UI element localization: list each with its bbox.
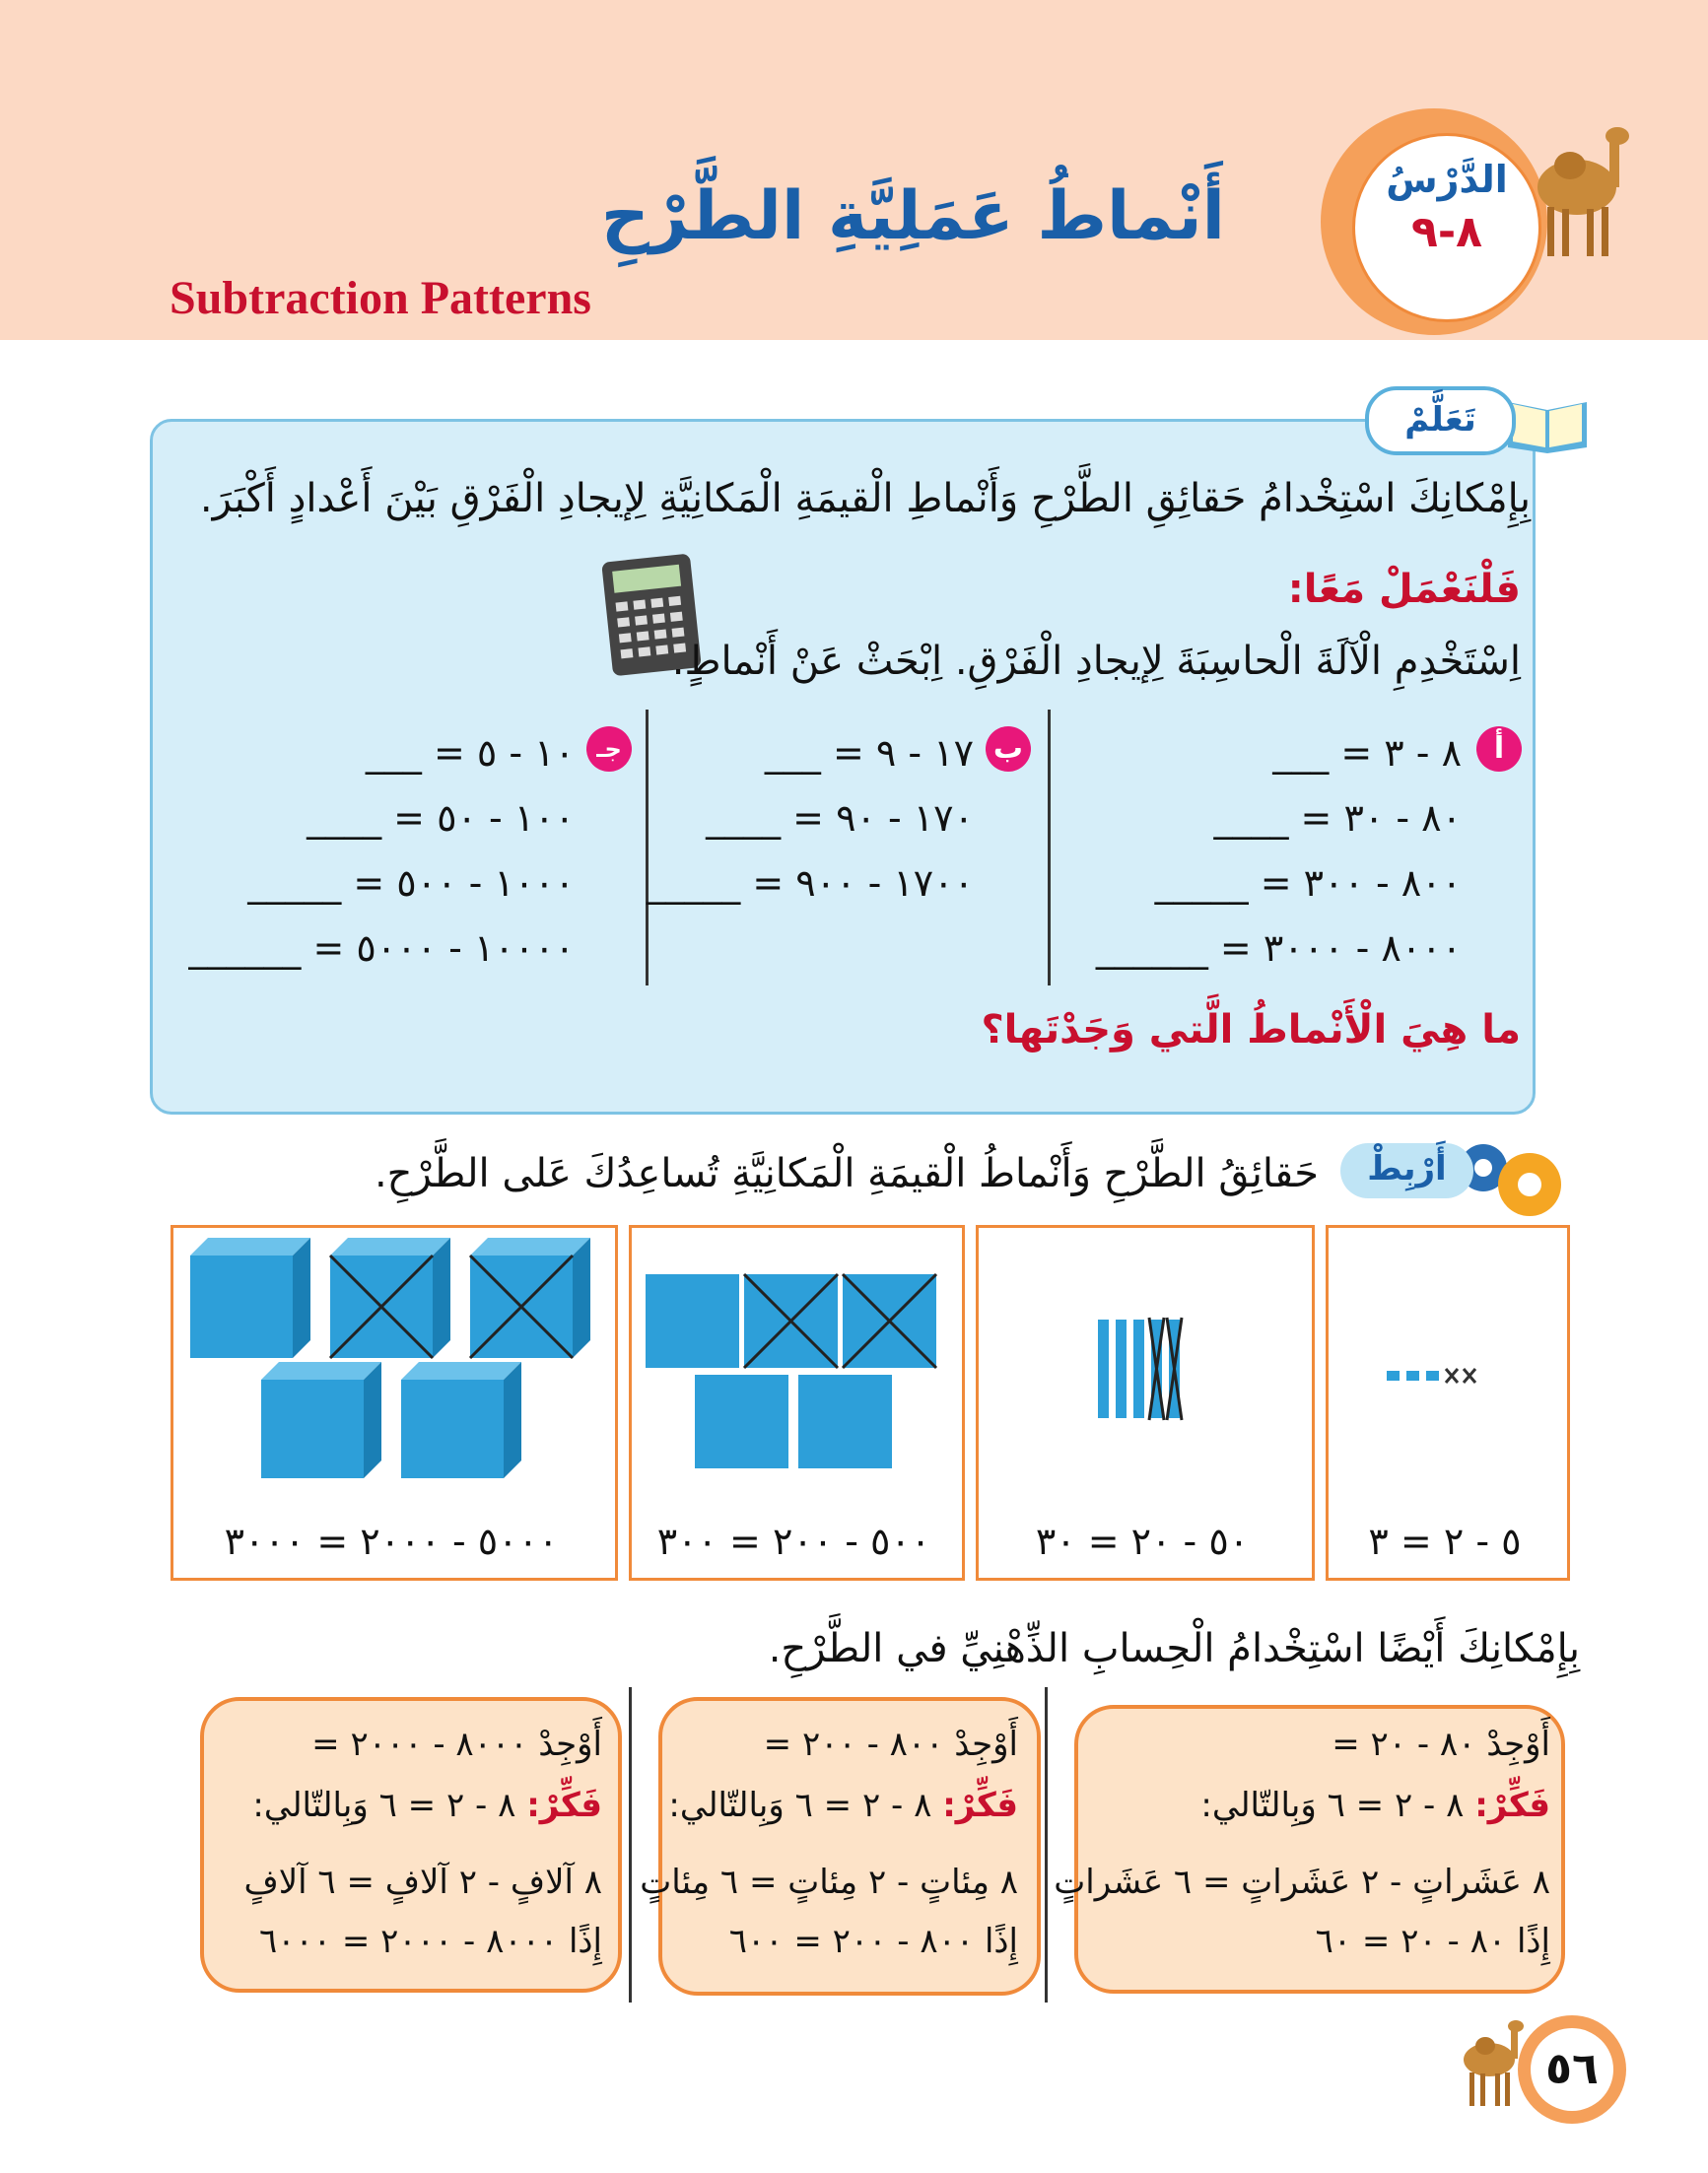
card-hundreds-result: إِذًا ٨٠٠ - ٢٠٠ = ٦٠٠ <box>728 1922 1018 1961</box>
badge-a: أ <box>1476 726 1522 772</box>
hundreds-equation: ٥٠٠ - ٢٠٠ = ٣٠٠ <box>656 1520 931 1563</box>
hundreds-flats <box>641 1266 946 1473</box>
ones-equation: ٥ - ٢ = ٣ <box>1368 1520 1522 1563</box>
card-hundreds-find: أَوْجِدْ ٨٠٠ - ٢٠٠ = <box>763 1725 1018 1764</box>
think-label: فَكِّرْ: <box>1474 1786 1550 1825</box>
card-hundreds-think <box>668 1786 1018 1825</box>
mental-math-text: بِإِمْكانِكَ أَيْضًا اسْتِخْدامُ الْحِسابِ الذِّهْنِيِّ في الطَّرْحِ. <box>768 1626 1580 1671</box>
badge-c: جـ <box>586 726 632 772</box>
card-tens-result: إِذًا ٨٠ - ٢٠ = ٦٠ <box>1315 1922 1550 1961</box>
col-c-row-4: ١٠٠٠٠ - ٥٠٠٠ = ______ <box>188 926 575 970</box>
lesson-badge <box>1352 133 1541 322</box>
card-thousands-think <box>252 1786 602 1825</box>
thousands-cubes <box>182 1232 601 1483</box>
ones-blocks <box>1385 1365 1513 1389</box>
tens-rods <box>1094 1316 1193 1424</box>
connect-text: حَقائِقُ الطَّرْحِ وَأَنْماطُ الْقيمَةِ الْمَكانِيَّةِ تُساعِدُكَ عَلى الطَّرْحِ. <box>374 1151 1319 1196</box>
col-a-row-2: ٨٠ - ٣٠ = ____ <box>1213 796 1462 840</box>
col-b-row-1: ١٧ - ٩ = ___ <box>764 731 974 775</box>
lesson-title-en: Subtraction Patterns <box>170 272 591 324</box>
card-tens-units: ٨ عَشَراتٍ - ٢ عَشَراتٍ = ٦ عَشَراتٍ <box>1054 1863 1550 1902</box>
col-a-row-3: ٨٠٠ - ٣٠٠ = _____ <box>1154 861 1462 905</box>
col-a-row-4: ٨٠٠٠ - ٣٠٠٠ = ______ <box>1095 926 1462 970</box>
column-divider <box>1048 710 1051 985</box>
col-b-row-2: ١٧٠ - ٩٠ = ____ <box>706 796 974 840</box>
card-divider <box>629 1687 632 2003</box>
open-book-icon <box>1503 392 1592 455</box>
lets-work-heading: فَلْنَعْمَلْ مَعًا: <box>1287 567 1521 612</box>
think-rest: ٨ - ٢ = ٦ وَبِالتّالي: <box>252 1786 516 1825</box>
connect-tag: أَرْبِطْ <box>1367 1149 1447 1188</box>
camel-small-icon <box>1454 2015 1528 2109</box>
patterns-question: ما هِيَ الْأَنْماطُ الَّتي وَجَدْتَها؟ <box>981 1007 1521 1053</box>
col-b-row-3: ١٧٠٠ - ٩٠٠ = _____ <box>647 861 974 905</box>
lesson-number: ٨-٩ <box>1411 207 1482 257</box>
page-number: ٥٦ <box>1531 2028 1613 2111</box>
col-a-row-1: ٨ - ٣ = ___ <box>1272 731 1462 775</box>
learn-tag: تَعَلَّمْ <box>1365 386 1516 455</box>
card-hundreds-units: ٨ مِئاتٍ - ٢ مِئاتٍ = ٦ مِئاتٍ <box>640 1863 1018 1902</box>
think-label: فَكِّرْ: <box>942 1786 1018 1825</box>
col-c-row-3: ١٠٠٠ - ٥٠٠ = _____ <box>247 861 575 905</box>
lesson-title-ar: أَنْماطُ عَمَلِيَّةِ الطَّرْحِ <box>600 177 1225 255</box>
tens-equation: ٥٠ - ٢٠ = ٣٠ <box>1035 1520 1250 1563</box>
learn-intro: بِإِمْكانِكَ اسْتِخْدامُ حَقائِقِ الطَّرْحِ وَأَنْماطِ الْقيمَةِ الْمَكانِيَّةِ لِإيجادِ الْفَرْقِ بَيْنَ أَعْدادٍ أَكْبَرَ. <box>199 476 1531 521</box>
col-c-row-1: ١٠ - ٥ = ___ <box>365 731 575 775</box>
think-rest: ٨ - ٢ = ٦ وَبِالتّالي: <box>1200 1786 1465 1825</box>
card-thousands-units: ٨ آلافٍ - ٢ آلافٍ = ٦ آلافٍ <box>243 1863 602 1902</box>
think-label: فَكِّرْ: <box>526 1786 602 1825</box>
camel-icon <box>1523 118 1631 266</box>
badge-b: ب <box>986 726 1031 772</box>
learn-instruction: اِسْتَخْدِمِ الْآلَةَ الْحاسِبَةَ لِإيجادِ الْفَرْقِ. اِبْحَثْ عَنْ أَنْماطٍ. <box>671 639 1521 684</box>
card-thousands-find: أَوْجِدْ ٨٠٠٠ - ٢٠٠٠ = <box>311 1725 602 1764</box>
lesson-label: الدَّرْسُ <box>1386 158 1508 201</box>
column-divider <box>646 710 649 985</box>
think-rest: ٨ - ٢ = ٦ وَبِالتّالي: <box>668 1786 932 1825</box>
card-thousands-result: إِذًا ٨٠٠٠ - ٢٠٠٠ = ٦٠٠٠ <box>259 1922 602 1961</box>
card-tens-find: أَوْجِدْ ٨٠ - ٢٠ = <box>1332 1725 1550 1764</box>
card-tens-think <box>1200 1786 1550 1825</box>
col-c-row-2: ١٠٠ - ٥٠ = ____ <box>307 796 575 840</box>
thousands-equation: ٥٠٠٠ - ٢٠٠٠ = ٣٠٠٠ <box>224 1520 559 1563</box>
card-divider <box>1045 1687 1048 2003</box>
